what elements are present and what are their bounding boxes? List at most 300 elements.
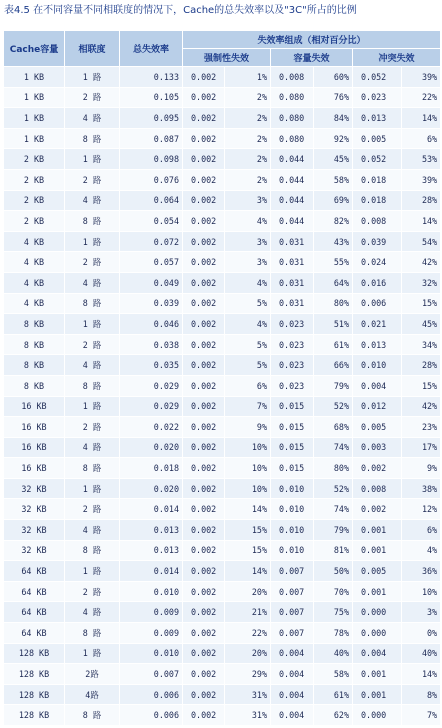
- cell-capacity-pct: 52%: [314, 396, 353, 417]
- cell-capacity-pct: 84%: [314, 108, 353, 129]
- cell-compulsory-pct: 1%: [225, 67, 271, 88]
- table-row: [4, 149, 441, 170]
- cell-capacity-pct: 79%: [314, 520, 353, 541]
- header-total-miss-rate: 总失效率: [120, 31, 183, 67]
- cell-compulsory-pct: 3%: [225, 231, 271, 252]
- cell-capacity-rate: 0.044: [271, 169, 314, 190]
- cell-capacity-rate: 0.015: [271, 396, 314, 417]
- cell-capacity-rate: 0.044: [271, 149, 314, 170]
- cell-total-miss-rate: 0.039: [120, 293, 183, 314]
- cell-capacity: 4 KB: [4, 231, 65, 252]
- cell-compulsory-rate: 0.002: [183, 334, 225, 355]
- cell-compulsory-pct: 20%: [225, 643, 271, 664]
- cell-total-miss-rate: 0.029: [120, 396, 183, 417]
- cell-capacity-pct: 92%: [314, 128, 353, 149]
- cell-associativity: 4 路: [65, 520, 120, 541]
- cell-conflict-rate: 0.001: [353, 684, 402, 705]
- cell-compulsory-rate: 0.002: [183, 458, 225, 479]
- header-capacity: Cache容量: [4, 31, 65, 67]
- cell-capacity-rate: 0.010: [271, 520, 314, 541]
- table-row: [4, 581, 441, 602]
- cell-compulsory-rate: 0.002: [183, 499, 225, 520]
- cell-compulsory-pct: 2%: [225, 87, 271, 108]
- table-row: [4, 355, 441, 376]
- table-row: [4, 108, 441, 129]
- cell-conflict-rate: 0.001: [353, 520, 402, 541]
- cell-compulsory-pct: 31%: [225, 684, 271, 705]
- cell-capacity-rate: 0.015: [271, 458, 314, 479]
- cell-compulsory-pct: 3%: [225, 252, 271, 273]
- table-row: [4, 540, 441, 561]
- cell-conflict-rate: 0.003: [353, 437, 402, 458]
- cell-total-miss-rate: 0.087: [120, 128, 183, 149]
- cell-capacity-rate: 0.023: [271, 314, 314, 335]
- cell-compulsory-rate: 0.002: [183, 664, 225, 685]
- cell-capacity-rate: 0.010: [271, 540, 314, 561]
- table-row: [4, 664, 441, 685]
- cell-capacity: 8 KB: [4, 375, 65, 396]
- cell-compulsory-pct: 2%: [225, 149, 271, 170]
- table-row: [4, 128, 441, 149]
- cell-capacity: 16 KB: [4, 458, 65, 479]
- table-row: [4, 478, 441, 499]
- table-row: [4, 623, 441, 644]
- cell-compulsory-pct: 10%: [225, 478, 271, 499]
- cell-capacity-pct: 60%: [314, 67, 353, 88]
- cell-total-miss-rate: 0.010: [120, 581, 183, 602]
- cell-capacity-rate: 0.023: [271, 355, 314, 376]
- cell-capacity-pct: 81%: [314, 540, 353, 561]
- header-associativity: 相联度: [65, 31, 120, 67]
- cell-capacity-pct: 66%: [314, 355, 353, 376]
- cell-associativity: 1 路: [65, 478, 120, 499]
- cell-compulsory-pct: 4%: [225, 272, 271, 293]
- cell-capacity-pct: 51%: [314, 314, 353, 335]
- cell-capacity: 128 KB: [4, 643, 65, 664]
- cell-conflict-rate: 0.012: [353, 396, 402, 417]
- cell-capacity: 32 KB: [4, 520, 65, 541]
- cell-conflict-rate: 0.010: [353, 355, 402, 376]
- cell-total-miss-rate: 0.014: [120, 561, 183, 582]
- table-row: [4, 231, 441, 252]
- table-row: [4, 684, 441, 705]
- header-compulsory-miss: 强制性失效: [183, 49, 271, 67]
- cell-conflict-pct: 17%: [402, 437, 441, 458]
- cell-conflict-pct: 14%: [402, 664, 441, 685]
- cell-conflict-rate: 0.016: [353, 272, 402, 293]
- cell-conflict-pct: 0%: [402, 623, 441, 644]
- cell-conflict-rate: 0.004: [353, 643, 402, 664]
- cell-associativity: 2 路: [65, 252, 120, 273]
- cell-conflict-pct: 8%: [402, 684, 441, 705]
- cell-compulsory-rate: 0.002: [183, 375, 225, 396]
- cell-capacity-rate: 0.004: [271, 684, 314, 705]
- cell-associativity: 4 路: [65, 437, 120, 458]
- miss-rate-table: [3, 30, 441, 726]
- cell-conflict-pct: 42%: [402, 252, 441, 273]
- cell-conflict-pct: 15%: [402, 293, 441, 314]
- cell-capacity-rate: 0.015: [271, 417, 314, 438]
- header-miss-composition: 失效率组成（相对百分比）: [183, 31, 441, 49]
- cell-total-miss-rate: 0.076: [120, 169, 183, 190]
- cell-compulsory-rate: 0.002: [183, 623, 225, 644]
- cell-conflict-pct: 40%: [402, 643, 441, 664]
- cell-total-miss-rate: 0.029: [120, 375, 183, 396]
- cell-associativity: 1 路: [65, 561, 120, 582]
- cell-capacity-pct: 74%: [314, 499, 353, 520]
- cell-total-miss-rate: 0.035: [120, 355, 183, 376]
- cell-capacity: 4 KB: [4, 272, 65, 293]
- cell-capacity-rate: 0.007: [271, 561, 314, 582]
- cell-capacity-rate: 0.008: [271, 67, 314, 88]
- cell-capacity: 8 KB: [4, 334, 65, 355]
- cell-associativity: 4 路: [65, 602, 120, 623]
- cell-capacity-pct: 75%: [314, 602, 353, 623]
- cell-associativity: 2 路: [65, 581, 120, 602]
- cell-capacity-pct: 80%: [314, 458, 353, 479]
- cell-capacity-pct: 61%: [314, 684, 353, 705]
- cell-conflict-rate: 0.002: [353, 499, 402, 520]
- table-caption: 表4.5 在不同容量不同相联度的情况下，Cache的总失效率以及"3C"所占的比例: [4, 5, 357, 16]
- cell-compulsory-rate: 0.002: [183, 252, 225, 273]
- cell-compulsory-pct: 9%: [225, 417, 271, 438]
- cell-associativity: 2 路: [65, 417, 120, 438]
- table-row: [4, 375, 441, 396]
- table-row: [4, 67, 441, 88]
- cell-conflict-pct: 39%: [402, 67, 441, 88]
- cell-associativity: 4 路: [65, 108, 120, 129]
- cell-associativity: 8 路: [65, 211, 120, 232]
- cell-capacity-pct: 50%: [314, 561, 353, 582]
- cell-total-miss-rate: 0.095: [120, 108, 183, 129]
- cell-compulsory-rate: 0.002: [183, 293, 225, 314]
- cell-total-miss-rate: 0.098: [120, 149, 183, 170]
- cell-capacity-pct: 68%: [314, 417, 353, 438]
- cell-capacity: 32 KB: [4, 540, 65, 561]
- cell-compulsory-rate: 0.002: [183, 211, 225, 232]
- cell-compulsory-pct: 15%: [225, 520, 271, 541]
- cell-compulsory-pct: 31%: [225, 705, 271, 726]
- table-body: [4, 67, 441, 726]
- cell-conflict-rate: 0.052: [353, 149, 402, 170]
- cell-compulsory-pct: 15%: [225, 540, 271, 561]
- cell-capacity-pct: 82%: [314, 211, 353, 232]
- cell-conflict-rate: 0.023: [353, 87, 402, 108]
- cell-conflict-pct: 36%: [402, 561, 441, 582]
- cell-compulsory-rate: 0.002: [183, 190, 225, 211]
- cell-compulsory-pct: 5%: [225, 334, 271, 355]
- cell-total-miss-rate: 0.006: [120, 705, 183, 726]
- cell-associativity: 1 路: [65, 149, 120, 170]
- cell-conflict-rate: 0.004: [353, 375, 402, 396]
- cell-total-miss-rate: 0.049: [120, 272, 183, 293]
- cell-capacity: 64 KB: [4, 623, 65, 644]
- cell-associativity: 1 路: [65, 67, 120, 88]
- cell-compulsory-pct: 5%: [225, 355, 271, 376]
- cell-conflict-pct: 4%: [402, 540, 441, 561]
- table-row: [4, 190, 441, 211]
- cell-capacity: 1 KB: [4, 67, 65, 88]
- cell-total-miss-rate: 0.020: [120, 478, 183, 499]
- cell-compulsory-pct: 14%: [225, 561, 271, 582]
- cell-associativity: 2 路: [65, 334, 120, 355]
- cell-conflict-rate: 0.006: [353, 293, 402, 314]
- table-row: [4, 417, 441, 438]
- cell-conflict-rate: 0.000: [353, 602, 402, 623]
- cell-capacity-rate: 0.031: [271, 293, 314, 314]
- cell-capacity: 2 KB: [4, 190, 65, 211]
- cell-compulsory-rate: 0.002: [183, 396, 225, 417]
- cell-conflict-rate: 0.005: [353, 128, 402, 149]
- cell-compulsory-pct: 20%: [225, 581, 271, 602]
- table-row: [4, 169, 441, 190]
- cell-conflict-pct: 53%: [402, 149, 441, 170]
- table-row: [4, 643, 441, 664]
- cell-capacity: 128 KB: [4, 684, 65, 705]
- cell-compulsory-rate: 0.002: [183, 478, 225, 499]
- cell-capacity: 4 KB: [4, 293, 65, 314]
- cell-capacity-rate: 0.007: [271, 623, 314, 644]
- cell-conflict-rate: 0.018: [353, 169, 402, 190]
- cell-associativity: 8 路: [65, 128, 120, 149]
- cell-capacity-pct: 61%: [314, 334, 353, 355]
- cell-compulsory-rate: 0.002: [183, 561, 225, 582]
- cell-capacity-rate: 0.031: [271, 252, 314, 273]
- cell-total-miss-rate: 0.105: [120, 87, 183, 108]
- cell-capacity-rate: 0.010: [271, 478, 314, 499]
- cell-compulsory-rate: 0.002: [183, 520, 225, 541]
- cell-conflict-rate: 0.000: [353, 705, 402, 726]
- cell-compulsory-pct: 4%: [225, 314, 271, 335]
- table-row: [4, 272, 441, 293]
- cell-capacity-rate: 0.007: [271, 581, 314, 602]
- cell-associativity: 8 路: [65, 293, 120, 314]
- cell-capacity-pct: 55%: [314, 252, 353, 273]
- cell-capacity: 8 KB: [4, 355, 65, 376]
- cell-capacity: 32 KB: [4, 478, 65, 499]
- cell-associativity: 8 路: [65, 623, 120, 644]
- table-row: [4, 520, 441, 541]
- cell-capacity-rate: 0.004: [271, 664, 314, 685]
- cell-associativity: 1 路: [65, 314, 120, 335]
- cell-compulsory-pct: 7%: [225, 396, 271, 417]
- cell-capacity-rate: 0.080: [271, 108, 314, 129]
- table-row: [4, 334, 441, 355]
- cell-capacity-rate: 0.080: [271, 87, 314, 108]
- cell-conflict-pct: 6%: [402, 128, 441, 149]
- cell-compulsory-pct: 2%: [225, 128, 271, 149]
- cell-capacity: 64 KB: [4, 602, 65, 623]
- cell-compulsory-rate: 0.002: [183, 87, 225, 108]
- cell-compulsory-rate: 0.002: [183, 272, 225, 293]
- table-row: [4, 87, 441, 108]
- cell-capacity: 2 KB: [4, 149, 65, 170]
- cell-total-miss-rate: 0.054: [120, 211, 183, 232]
- table-row: [4, 252, 441, 273]
- table-row: [4, 293, 441, 314]
- cell-compulsory-rate: 0.002: [183, 169, 225, 190]
- cell-compulsory-pct: 14%: [225, 499, 271, 520]
- cell-conflict-rate: 0.021: [353, 314, 402, 335]
- cell-conflict-rate: 0.008: [353, 478, 402, 499]
- cell-compulsory-rate: 0.002: [183, 417, 225, 438]
- cell-compulsory-rate: 0.002: [183, 108, 225, 129]
- cell-conflict-pct: 10%: [402, 581, 441, 602]
- cell-total-miss-rate: 0.013: [120, 540, 183, 561]
- cell-conflict-pct: 34%: [402, 334, 441, 355]
- cell-capacity-pct: 74%: [314, 437, 353, 458]
- cell-associativity: 1 路: [65, 643, 120, 664]
- cell-total-miss-rate: 0.007: [120, 664, 183, 685]
- cell-conflict-pct: 22%: [402, 87, 441, 108]
- cell-capacity-pct: 43%: [314, 231, 353, 252]
- cell-capacity-pct: 80%: [314, 293, 353, 314]
- cell-capacity-pct: 78%: [314, 623, 353, 644]
- cell-capacity: 4 KB: [4, 252, 65, 273]
- cell-conflict-pct: 39%: [402, 169, 441, 190]
- cell-capacity-pct: 52%: [314, 478, 353, 499]
- cell-conflict-pct: 38%: [402, 478, 441, 499]
- cell-total-miss-rate: 0.006: [120, 684, 183, 705]
- cell-total-miss-rate: 0.018: [120, 458, 183, 479]
- cell-capacity-pct: 70%: [314, 581, 353, 602]
- cell-associativity: 2路: [65, 664, 120, 685]
- cell-capacity: 16 KB: [4, 437, 65, 458]
- cell-capacity: 1 KB: [4, 128, 65, 149]
- cell-capacity-pct: 58%: [314, 664, 353, 685]
- cell-associativity: 8 路: [65, 540, 120, 561]
- cell-capacity: 2 KB: [4, 169, 65, 190]
- cell-compulsory-rate: 0.002: [183, 602, 225, 623]
- cell-capacity-pct: 69%: [314, 190, 353, 211]
- cell-associativity: 4路: [65, 684, 120, 705]
- cell-associativity: 1 路: [65, 396, 120, 417]
- cell-compulsory-rate: 0.002: [183, 314, 225, 335]
- cell-total-miss-rate: 0.009: [120, 602, 183, 623]
- cell-associativity: 8 路: [65, 375, 120, 396]
- cell-compulsory-rate: 0.002: [183, 684, 225, 705]
- cell-capacity-pct: 45%: [314, 149, 353, 170]
- cell-total-miss-rate: 0.064: [120, 190, 183, 211]
- cell-conflict-rate: 0.018: [353, 190, 402, 211]
- header-capacity-miss: 容量失效: [271, 49, 353, 67]
- cell-associativity: 1 路: [65, 231, 120, 252]
- cell-capacity-rate: 0.007: [271, 602, 314, 623]
- cell-conflict-pct: 28%: [402, 355, 441, 376]
- cell-capacity: 1 KB: [4, 87, 65, 108]
- cell-conflict-pct: 54%: [402, 231, 441, 252]
- cell-capacity-rate: 0.044: [271, 211, 314, 232]
- cell-conflict-rate: 0.001: [353, 540, 402, 561]
- cell-capacity: 2 KB: [4, 211, 65, 232]
- cell-compulsory-pct: 2%: [225, 108, 271, 129]
- cell-conflict-pct: 15%: [402, 375, 441, 396]
- cell-conflict-rate: 0.000: [353, 623, 402, 644]
- cell-compulsory-rate: 0.002: [183, 149, 225, 170]
- cell-conflict-rate: 0.005: [353, 417, 402, 438]
- cell-total-miss-rate: 0.038: [120, 334, 183, 355]
- cell-compulsory-rate: 0.002: [183, 540, 225, 561]
- cell-capacity-rate: 0.080: [271, 128, 314, 149]
- cell-conflict-rate: 0.039: [353, 231, 402, 252]
- cell-total-miss-rate: 0.020: [120, 437, 183, 458]
- cell-conflict-pct: 23%: [402, 417, 441, 438]
- cell-capacity-rate: 0.023: [271, 334, 314, 355]
- cell-capacity-rate: 0.031: [271, 272, 314, 293]
- cell-conflict-pct: 6%: [402, 520, 441, 541]
- cell-conflict-pct: 7%: [402, 705, 441, 726]
- cell-conflict-rate: 0.052: [353, 67, 402, 88]
- cell-capacity-pct: 58%: [314, 169, 353, 190]
- cell-total-miss-rate: 0.133: [120, 67, 183, 88]
- table-row: [4, 396, 441, 417]
- cell-total-miss-rate: 0.013: [120, 520, 183, 541]
- cell-compulsory-rate: 0.002: [183, 355, 225, 376]
- cell-compulsory-pct: 6%: [225, 375, 271, 396]
- cell-conflict-pct: 32%: [402, 272, 441, 293]
- cell-conflict-rate: 0.005: [353, 561, 402, 582]
- cell-associativity: 2 路: [65, 169, 120, 190]
- cell-conflict-pct: 14%: [402, 108, 441, 129]
- cell-associativity: 8 路: [65, 705, 120, 726]
- cell-associativity: 4 路: [65, 272, 120, 293]
- cell-capacity: 64 KB: [4, 561, 65, 582]
- cell-compulsory-pct: 2%: [225, 169, 271, 190]
- cell-compulsory-pct: 29%: [225, 664, 271, 685]
- cell-total-miss-rate: 0.046: [120, 314, 183, 335]
- table-row: [4, 437, 441, 458]
- cell-conflict-rate: 0.013: [353, 334, 402, 355]
- cell-associativity: 2 路: [65, 499, 120, 520]
- cell-conflict-pct: 28%: [402, 190, 441, 211]
- cell-compulsory-rate: 0.002: [183, 128, 225, 149]
- cell-compulsory-rate: 0.002: [183, 581, 225, 602]
- cell-conflict-rate: 0.001: [353, 664, 402, 685]
- table-row: [4, 499, 441, 520]
- cell-capacity: 16 KB: [4, 417, 65, 438]
- cell-capacity-rate: 0.023: [271, 375, 314, 396]
- table-row: [4, 458, 441, 479]
- cell-capacity-pct: 64%: [314, 272, 353, 293]
- cell-total-miss-rate: 0.009: [120, 623, 183, 644]
- table-row: [4, 314, 441, 335]
- cell-capacity: 8 KB: [4, 314, 65, 335]
- cell-total-miss-rate: 0.057: [120, 252, 183, 273]
- cell-conflict-pct: 9%: [402, 458, 441, 479]
- cell-capacity-rate: 0.031: [271, 231, 314, 252]
- cell-capacity-pct: 79%: [314, 375, 353, 396]
- cell-compulsory-pct: 4%: [225, 211, 271, 232]
- cell-associativity: 4 路: [65, 190, 120, 211]
- cell-compulsory-rate: 0.002: [183, 643, 225, 664]
- cell-capacity-rate: 0.044: [271, 190, 314, 211]
- cell-compulsory-rate: 0.002: [183, 67, 225, 88]
- cell-conflict-pct: 45%: [402, 314, 441, 335]
- cell-capacity: 64 KB: [4, 581, 65, 602]
- cell-capacity-pct: 76%: [314, 87, 353, 108]
- cell-total-miss-rate: 0.022: [120, 417, 183, 438]
- cell-capacity-pct: 62%: [314, 705, 353, 726]
- cell-compulsory-pct: 22%: [225, 623, 271, 644]
- cell-compulsory-pct: 10%: [225, 458, 271, 479]
- header-conflict-miss: 冲突失效: [353, 49, 441, 67]
- cell-capacity: 16 KB: [4, 396, 65, 417]
- cell-total-miss-rate: 0.010: [120, 643, 183, 664]
- cell-capacity-rate: 0.010: [271, 499, 314, 520]
- cell-compulsory-rate: 0.002: [183, 437, 225, 458]
- cell-conflict-rate: 0.013: [353, 108, 402, 129]
- cell-associativity: 2 路: [65, 87, 120, 108]
